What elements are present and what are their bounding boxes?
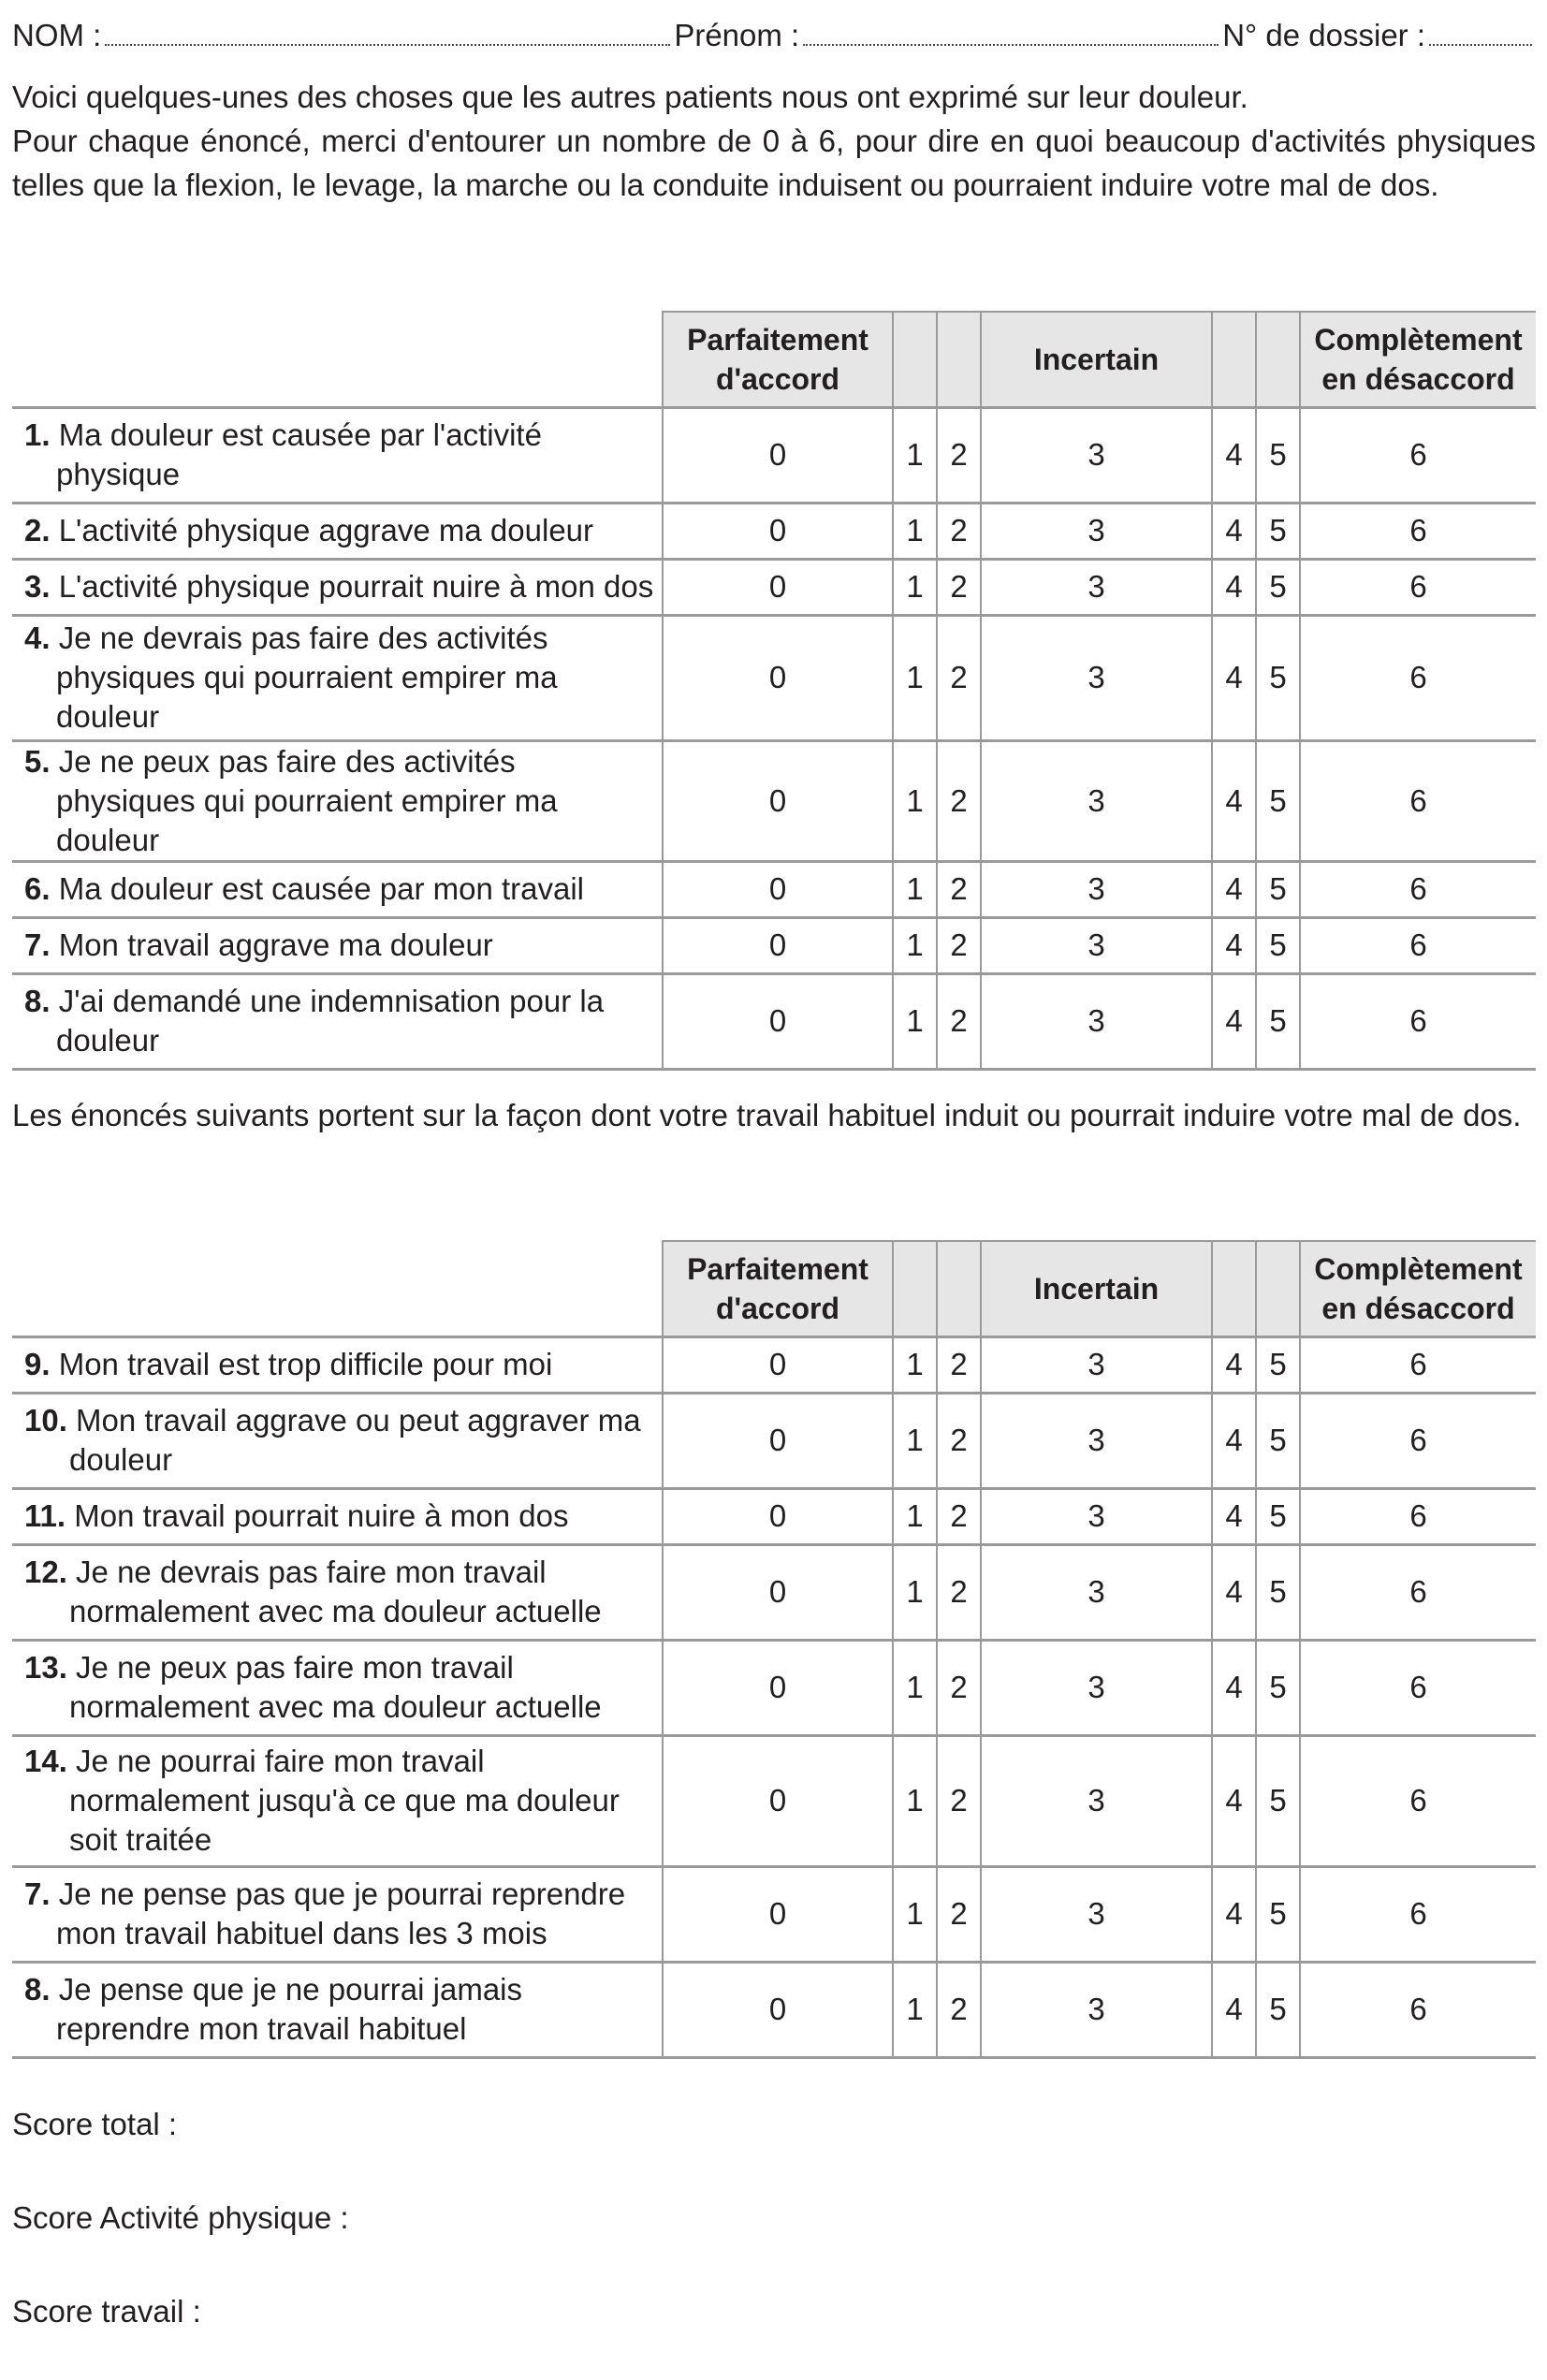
scale-option-6[interactable]: 6 xyxy=(1300,1962,1536,2057)
question-number: 4. xyxy=(24,621,51,655)
header-disagree: Complètement en désaccord xyxy=(1300,1241,1536,1336)
scale-option-4[interactable]: 4 xyxy=(1212,1488,1256,1544)
scale-option-2[interactable]: 2 xyxy=(937,503,981,559)
scale-option-2[interactable]: 2 xyxy=(937,740,981,861)
question-row xyxy=(12,1640,1536,1735)
scale-option-2[interactable]: 2 xyxy=(937,615,981,740)
question-number: 8. xyxy=(24,1972,51,2007)
question-number: 13. xyxy=(24,1650,67,1685)
question-number: 2. xyxy=(24,513,51,548)
scale-option-4[interactable]: 4 xyxy=(1212,559,1256,615)
scale-option-0[interactable]: 0 xyxy=(663,1488,893,1544)
scale-option-5[interactable]: 5 xyxy=(1256,559,1300,615)
question-label: Mon travail aggrave ma douleur xyxy=(58,927,493,962)
scale-option-6[interactable]: 6 xyxy=(1300,407,1536,503)
dossier-field[interactable] xyxy=(1429,43,1532,46)
scale-option-2[interactable]: 2 xyxy=(937,559,981,615)
scale-option-3[interactable]: 3 xyxy=(981,740,1212,861)
scale-option-0[interactable]: 0 xyxy=(663,973,893,1069)
scale-option-1[interactable]: 1 xyxy=(893,1962,937,2057)
question-row xyxy=(12,1735,1536,1866)
question-text xyxy=(12,1336,663,1393)
question-number: 9. xyxy=(24,1347,51,1381)
question-text xyxy=(12,407,663,503)
scale-option-3[interactable]: 3 xyxy=(981,1962,1212,2057)
scale-option-2[interactable]: 2 xyxy=(937,407,981,503)
scale-option-6[interactable]: 6 xyxy=(1300,1336,1536,1393)
question-text xyxy=(12,1640,663,1735)
scale-option-4[interactable]: 4 xyxy=(1212,973,1256,1069)
scale-option-6[interactable]: 6 xyxy=(1300,861,1536,917)
scale-option-3[interactable]: 3 xyxy=(981,1866,1212,1962)
question-row xyxy=(12,1336,1536,1393)
question-row xyxy=(12,503,1536,559)
section-2-text: Les énoncés suivants portent sur la façon dont votre travail habituel induit ou pourrait induire votre mal de dos. xyxy=(12,1098,1522,1132)
scale-option-1[interactable]: 1 xyxy=(893,917,937,973)
question-label: L'activité physique aggrave ma douleur xyxy=(58,513,594,548)
scale-option-5[interactable]: 5 xyxy=(1256,973,1300,1069)
scale-option-3[interactable]: 3 xyxy=(981,1336,1212,1393)
scale-option-1[interactable]: 1 xyxy=(893,740,937,861)
scale-option-1[interactable]: 1 xyxy=(893,1336,937,1393)
scale-option-0[interactable]: 0 xyxy=(663,1544,893,1640)
question-number: 10. xyxy=(24,1403,67,1438)
header-disagree: Complètement en désaccord xyxy=(1300,312,1536,407)
question-number: 14. xyxy=(24,1744,67,1778)
scale-option-6[interactable]: 6 xyxy=(1300,1488,1536,1544)
patient-header xyxy=(12,13,1536,54)
scale-option-2[interactable]: 2 xyxy=(937,1393,981,1488)
scale-option-2[interactable]: 2 xyxy=(937,973,981,1069)
scale-option-5[interactable]: 5 xyxy=(1256,1640,1300,1735)
question-label: Je ne pense pas que je pourrai reprendre mon travail habituel dans les 3 mois xyxy=(56,1876,626,1950)
header-neutral: Incertain xyxy=(981,312,1212,407)
question-label: Ma douleur est causée par mon travail xyxy=(58,871,584,906)
scale-option-4[interactable]: 4 xyxy=(1212,917,1256,973)
intro-line-2: Pour chaque énoncé, merci d'entourer un nombre de 0 à 6, pour dire en quoi beaucoup d'activités physiques telles que la flexion, le levage, la marche ou la conduite induisent ou pourraient induire votre mal de dos. xyxy=(12,124,1536,202)
scale-option-2[interactable]: 2 xyxy=(937,1640,981,1735)
scale-option-5[interactable]: 5 xyxy=(1256,1866,1300,1962)
question-text xyxy=(12,615,663,740)
scale-option-6[interactable]: 6 xyxy=(1300,503,1536,559)
scale-option-3[interactable]: 3 xyxy=(981,559,1212,615)
question-label: Je ne devrais pas faire mon travail normalement avec ma douleur actuelle xyxy=(69,1555,602,1628)
scale-header-row xyxy=(12,1241,1536,1336)
scale-option-3[interactable]: 3 xyxy=(981,615,1212,740)
question-label: Je ne peux pas faire mon travail normalement avec ma douleur actuelle xyxy=(69,1650,602,1724)
scale-option-5[interactable]: 5 xyxy=(1256,1962,1300,2057)
scale-option-4[interactable]: 4 xyxy=(1212,1393,1256,1488)
question-label: Mon travail aggrave ou peut aggraver ma douleur xyxy=(69,1403,641,1477)
question-row xyxy=(12,973,1536,1069)
scale-option-0[interactable]: 0 xyxy=(663,1866,893,1962)
scale-option-1[interactable]: 1 xyxy=(893,861,937,917)
scale-option-0[interactable]: 0 xyxy=(663,740,893,861)
scale-option-4[interactable]: 4 xyxy=(1212,1544,1256,1640)
question-row xyxy=(12,1962,1536,2057)
scale-option-6[interactable]: 6 xyxy=(1300,973,1536,1069)
scale-option-3[interactable]: 3 xyxy=(981,1544,1212,1640)
scale-option-0[interactable]: 0 xyxy=(663,861,893,917)
question-row xyxy=(12,1866,1536,1962)
question-number: 3. xyxy=(24,569,51,604)
question-text xyxy=(12,559,663,615)
question-label: Je ne devrais pas faire des activités physiques qui pourraient empirer ma douleur xyxy=(56,621,558,734)
scale-option-1[interactable]: 1 xyxy=(893,1393,937,1488)
question-row xyxy=(12,1544,1536,1640)
scale-option-1[interactable]: 1 xyxy=(893,503,937,559)
question-number: 8. xyxy=(24,984,51,1018)
question-text xyxy=(12,1735,663,1866)
scale-option-5[interactable]: 5 xyxy=(1256,1336,1300,1393)
scale-option-4[interactable]: 4 xyxy=(1212,1866,1256,1962)
nom-field[interactable] xyxy=(105,43,670,46)
question-number: 7. xyxy=(24,1876,51,1911)
scale-option-4[interactable]: 4 xyxy=(1212,740,1256,861)
scale-option-4[interactable]: 4 xyxy=(1212,1962,1256,2057)
scale-option-0[interactable]: 0 xyxy=(663,503,893,559)
score-total-label: Score total : xyxy=(12,2107,178,2141)
question-label: J'ai demandé une indemnisation pour la douleur xyxy=(56,984,605,1058)
scale-option-6[interactable]: 6 xyxy=(1300,1735,1536,1866)
scale-option-4[interactable]: 4 xyxy=(1212,1640,1256,1735)
question-text xyxy=(12,740,663,861)
question-row xyxy=(12,407,1536,503)
dossier-label: N° de dossier : xyxy=(1222,18,1426,52)
scale-option-5[interactable]: 5 xyxy=(1256,1544,1300,1640)
scale-option-5[interactable]: 5 xyxy=(1256,1393,1300,1488)
scale-option-0[interactable]: 0 xyxy=(663,615,893,740)
scale-option-4[interactable]: 4 xyxy=(1212,615,1256,740)
scale-option-1[interactable]: 1 xyxy=(893,1866,937,1962)
scale-option-3[interactable]: 3 xyxy=(981,1735,1212,1866)
scale-option-6[interactable]: 6 xyxy=(1300,1866,1536,1962)
scale-option-1[interactable]: 1 xyxy=(893,1544,937,1640)
scale-option-2[interactable]: 2 xyxy=(937,1488,981,1544)
scale-option-1[interactable]: 1 xyxy=(893,1488,937,1544)
scale-option-0[interactable]: 0 xyxy=(663,917,893,973)
scale-option-0[interactable]: 0 xyxy=(663,1640,893,1735)
scale-option-6[interactable]: 6 xyxy=(1300,917,1536,973)
scale-option-6[interactable]: 6 xyxy=(1300,1544,1536,1640)
scale-option-5[interactable]: 5 xyxy=(1256,740,1300,861)
scale-option-5[interactable]: 5 xyxy=(1256,917,1300,973)
header-agree: Parfaitement d'accord xyxy=(663,312,893,407)
scale-option-2[interactable]: 2 xyxy=(937,1735,981,1866)
question-text xyxy=(12,1488,663,1544)
scale-option-4[interactable]: 4 xyxy=(1212,861,1256,917)
question-text xyxy=(12,1962,663,2057)
scale-option-6[interactable]: 6 xyxy=(1300,1640,1536,1735)
scale-option-2[interactable]: 2 xyxy=(937,1962,981,2057)
scale-option-6[interactable]: 6 xyxy=(1300,615,1536,740)
scale-option-4[interactable]: 4 xyxy=(1212,1336,1256,1393)
question-row xyxy=(12,1488,1536,1544)
question-row xyxy=(12,1393,1536,1488)
scale-option-1[interactable]: 1 xyxy=(893,407,937,503)
scale-option-5[interactable]: 5 xyxy=(1256,1488,1300,1544)
scale-option-6[interactable]: 6 xyxy=(1300,740,1536,861)
scale-option-3[interactable]: 3 xyxy=(981,861,1212,917)
nom-label: NOM : xyxy=(12,18,102,52)
score-travail-label: Score travail : xyxy=(12,2294,201,2329)
question-text xyxy=(12,917,663,973)
scale-option-3[interactable]: 3 xyxy=(981,1393,1212,1488)
scale-option-1[interactable]: 1 xyxy=(893,1640,937,1735)
work-questions-table xyxy=(12,1240,1536,2059)
scale-option-4[interactable]: 4 xyxy=(1212,503,1256,559)
scale-option-6[interactable]: 6 xyxy=(1300,1393,1536,1488)
question-text xyxy=(12,973,663,1069)
question-number: 11. xyxy=(24,1498,66,1533)
question-label: Mon travail est trop difficile pour moi xyxy=(58,1347,553,1381)
scale-option-5[interactable]: 5 xyxy=(1256,861,1300,917)
scale-option-1[interactable]: 1 xyxy=(893,559,937,615)
intro-line-1: Voici quelques-unes des choses que les autres patients nous ont exprimé sur leur douleur. xyxy=(12,80,1248,114)
scale-option-0[interactable]: 0 xyxy=(663,1735,893,1866)
question-text xyxy=(12,861,663,917)
scale-option-0[interactable]: 0 xyxy=(663,559,893,615)
scale-option-1[interactable]: 1 xyxy=(893,615,937,740)
question-row xyxy=(12,861,1536,917)
question-text xyxy=(12,1866,663,1962)
intro-text xyxy=(12,75,1536,207)
question-label: L'activité physique pourrait nuire à mon dos xyxy=(58,569,654,604)
scale-option-5[interactable]: 5 xyxy=(1256,1735,1300,1866)
question-row xyxy=(12,559,1536,615)
header-agree: Parfaitement d'accord xyxy=(663,1241,893,1336)
question-text xyxy=(12,503,663,559)
question-text xyxy=(12,1544,663,1640)
question-label: Je ne pourrai faire mon travail normalement jusqu'à ce que ma douleur soit traitée xyxy=(69,1744,620,1857)
question-text xyxy=(12,1393,663,1488)
scale-option-0[interactable]: 0 xyxy=(663,1336,893,1393)
scale-option-1[interactable]: 1 xyxy=(893,1735,937,1866)
question-row xyxy=(12,917,1536,973)
scale-option-0[interactable]: 0 xyxy=(663,407,893,503)
question-label: Ma douleur est causée par l'activité physique xyxy=(56,417,542,491)
prenom-label: Prénom : xyxy=(674,18,800,52)
scale-option-4[interactable]: 4 xyxy=(1212,1735,1256,1866)
question-row xyxy=(12,615,1536,740)
scale-header-row xyxy=(12,312,1536,407)
scale-option-2[interactable]: 2 xyxy=(937,1336,981,1393)
scale-option-3[interactable]: 3 xyxy=(981,973,1212,1069)
scale-option-2[interactable]: 2 xyxy=(937,917,981,973)
activity-questions-table xyxy=(12,311,1536,1071)
question-number: 5. xyxy=(24,743,51,779)
scale-option-3[interactable]: 3 xyxy=(981,917,1212,973)
scale-option-3[interactable]: 3 xyxy=(981,1488,1212,1544)
scale-option-2[interactable]: 2 xyxy=(937,1544,981,1640)
scale-option-2[interactable]: 2 xyxy=(937,861,981,917)
scale-option-5[interactable]: 5 xyxy=(1256,407,1300,503)
question-number: 1. xyxy=(24,417,51,452)
scale-option-3[interactable]: 3 xyxy=(981,407,1212,503)
header-neutral: Incertain xyxy=(981,1241,1212,1336)
scale-option-4[interactable]: 4 xyxy=(1212,407,1256,503)
question-label: Je ne peux pas faire des activités physiques qui pourraient empirer ma douleur xyxy=(56,743,558,857)
scale-option-5[interactable]: 5 xyxy=(1256,503,1300,559)
question-number: 12. xyxy=(24,1555,67,1589)
scale-option-2[interactable]: 2 xyxy=(937,1866,981,1962)
score-activite-label: Score Activité physique : xyxy=(12,2200,349,2235)
question-row xyxy=(12,740,1536,861)
question-label: Mon travail pourrait nuire à mon dos xyxy=(74,1498,569,1533)
question-label: Je pense que je ne pourrai jamais reprendre mon travail habituel xyxy=(56,1972,523,2046)
scale-option-0[interactable]: 0 xyxy=(663,1393,893,1488)
scale-option-0[interactable]: 0 xyxy=(663,1962,893,2057)
prenom-field[interactable] xyxy=(803,43,1219,46)
scale-option-3[interactable]: 3 xyxy=(981,503,1212,559)
question-number: 6. xyxy=(24,871,51,906)
question-number: 7. xyxy=(24,927,51,962)
scale-option-5[interactable]: 5 xyxy=(1256,615,1300,740)
scale-option-6[interactable]: 6 xyxy=(1300,559,1536,615)
scale-option-3[interactable]: 3 xyxy=(981,1640,1212,1735)
scale-option-1[interactable]: 1 xyxy=(893,973,937,1069)
